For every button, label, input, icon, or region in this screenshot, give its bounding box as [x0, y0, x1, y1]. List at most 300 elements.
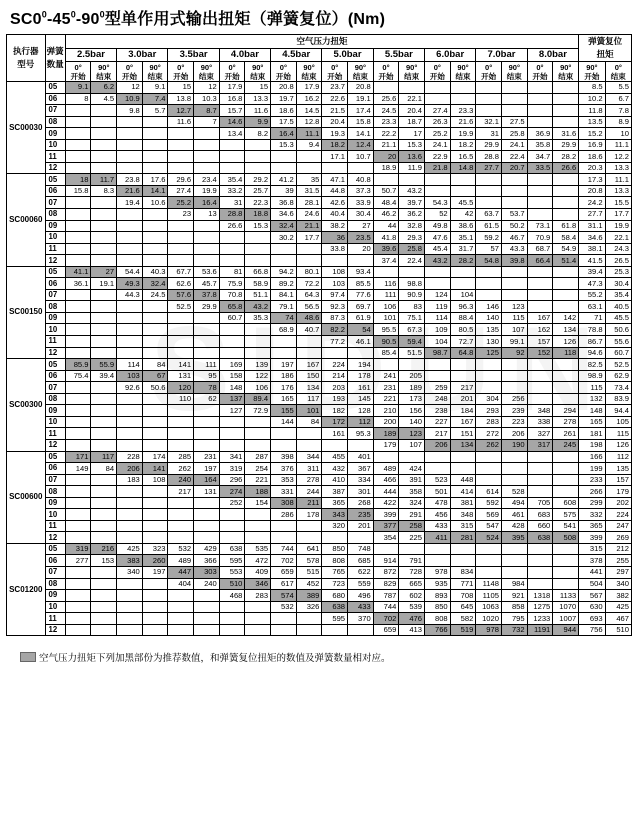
torque-value: 389 [296, 590, 322, 602]
torque-value: 35.3 [245, 312, 271, 324]
empty-cell [194, 243, 220, 255]
torque-value: 702 [373, 613, 399, 625]
empty-cell [194, 509, 220, 521]
torque-value: 728 [399, 566, 425, 578]
torque-value: 47.1 [322, 174, 348, 186]
torque-value: 55.2 [579, 289, 605, 301]
torque-value: 154 [245, 497, 271, 509]
torque-value: 5.7 [142, 105, 168, 117]
torque-value: 152 [527, 347, 553, 359]
torque-value: 96.3 [450, 301, 476, 313]
empty-cell [245, 347, 271, 359]
empty-cell [245, 624, 271, 636]
torque-value: 638 [219, 543, 245, 555]
torque-value: 17.7 [605, 209, 631, 221]
empty-cell [348, 162, 374, 174]
torque-value: 24.5 [373, 105, 399, 117]
torque-value: 338 [527, 416, 553, 428]
empty-cell [168, 243, 194, 255]
empty-cell [194, 128, 220, 140]
torque-value: 206 [117, 463, 143, 475]
empty-cell [476, 197, 502, 209]
empty-cell [142, 439, 168, 451]
empty-cell [194, 324, 220, 336]
torque-value: 39.8 [501, 255, 527, 267]
actuator-model: SC00060 [7, 174, 46, 266]
torque-value: 20.3 [579, 162, 605, 174]
empty-cell [65, 439, 91, 451]
torque-value: 1007 [553, 613, 579, 625]
empty-cell [91, 509, 117, 521]
empty-cell [425, 359, 451, 371]
torque-value: 10 [605, 128, 631, 140]
torque-value: 41.5 [579, 255, 605, 267]
empty-cell [65, 405, 91, 417]
torque-value: 43.3 [501, 243, 527, 255]
torque-value: 358 [399, 486, 425, 498]
torque-value: 528 [501, 486, 527, 498]
table-row [7, 382, 632, 394]
empty-cell [322, 624, 348, 636]
torque-value: 193 [322, 393, 348, 405]
torque-value: 43.2 [245, 301, 271, 313]
empty-cell [194, 232, 220, 244]
torque-value: 27.7 [476, 162, 502, 174]
torque-value: 54.4 [117, 266, 143, 278]
empty-cell [65, 336, 91, 348]
torque-value: 179 [605, 486, 631, 498]
empty-cell [91, 116, 117, 128]
empty-cell [168, 232, 194, 244]
empty-cell [142, 428, 168, 440]
torque-value: 223 [501, 416, 527, 428]
empty-cell [91, 439, 117, 451]
torque-value: 52 [425, 209, 451, 221]
torque-value: 72.2 [296, 278, 322, 290]
empty-cell [65, 139, 91, 151]
torque-value: 13.3 [605, 162, 631, 174]
table-row [7, 301, 632, 313]
torque-value: 64.3 [296, 289, 322, 301]
empty-cell [476, 359, 502, 371]
torque-value: 262 [168, 463, 194, 475]
torque-value: 128 [348, 405, 374, 417]
torque-value: 21.5 [322, 105, 348, 117]
torque-value: 94.2 [271, 266, 297, 278]
empty-cell [501, 105, 527, 117]
torque-value: 659 [373, 624, 399, 636]
empty-cell [527, 463, 553, 475]
empty-cell [142, 601, 168, 613]
torque-value: 92.6 [117, 382, 143, 394]
torque-value: 16.9 [579, 139, 605, 151]
empty-cell [219, 601, 245, 613]
empty-cell [168, 151, 194, 163]
torque-value: 20 [348, 243, 374, 255]
torque-value: 1275 [527, 601, 553, 613]
torque-value: 595 [322, 613, 348, 625]
empty-cell [194, 520, 220, 532]
empty-cell [219, 509, 245, 521]
torque-value: 944 [553, 624, 579, 636]
empty-cell [142, 590, 168, 602]
torque-value: 504 [579, 578, 605, 590]
torque-value: 476 [399, 613, 425, 625]
empty-cell [425, 266, 451, 278]
torque-value: 304 [476, 393, 502, 405]
table-row [7, 232, 632, 244]
torque-value: 63.7 [476, 209, 502, 221]
torque-value: 296 [219, 474, 245, 486]
torque-value: 162 [527, 324, 553, 336]
empty-cell [553, 555, 579, 567]
empty-cell [501, 197, 527, 209]
table-row [7, 243, 632, 255]
empty-cell [65, 232, 91, 244]
torque-value: 327 [527, 428, 553, 440]
torque-value: 77.6 [348, 289, 374, 301]
torque-value: 67.3 [399, 324, 425, 336]
page-title: $SC0^0-45^0-90^0$型单作用式输出扭矩（弹簧复位）(Nm) [10, 9, 386, 28]
torque-value: 112 [605, 451, 631, 463]
empty-cell [399, 82, 425, 94]
empty-cell [194, 590, 220, 602]
torque-value: 164 [194, 474, 220, 486]
empty-cell [65, 624, 91, 636]
torque-value: 575 [553, 509, 579, 521]
table-header [7, 35, 632, 82]
torque-value: 850 [322, 543, 348, 555]
torque-value: 332 [579, 509, 605, 521]
torque-value: 115 [579, 382, 605, 394]
empty-cell [142, 116, 168, 128]
empty-cell [117, 151, 143, 163]
empty-cell [117, 497, 143, 509]
torque-value: 441 [579, 566, 605, 578]
empty-cell [501, 543, 527, 555]
empty-cell [219, 232, 245, 244]
empty-cell [527, 393, 553, 405]
torque-value: 291 [399, 509, 425, 521]
pressure-header: 3.0bar [117, 48, 168, 62]
torque-value: 569 [476, 509, 502, 521]
empty-cell [168, 439, 194, 451]
torque-value: 429 [194, 543, 220, 555]
torque-value: 23.4 [194, 174, 220, 186]
end-90deg-header: 90° 结束 [450, 62, 476, 82]
empty-cell [245, 416, 271, 428]
torque-value: 244 [296, 486, 322, 498]
torque-value: 532 [168, 543, 194, 555]
torque-value: 59.2 [476, 232, 502, 244]
torque-value: 8 [65, 93, 91, 105]
torque-value: 75.1 [399, 312, 425, 324]
torque-value: 120 [168, 382, 194, 394]
torque-value: 285 [168, 451, 194, 463]
torque-value: 212 [605, 543, 631, 555]
empty-cell [553, 578, 579, 590]
empty-cell [65, 128, 91, 140]
empty-cell [219, 624, 245, 636]
empty-cell [117, 613, 143, 625]
empty-cell [553, 185, 579, 197]
torque-value: 54.8 [476, 255, 502, 267]
torque-value: 20.7 [501, 162, 527, 174]
empty-cell [553, 543, 579, 555]
empty-cell [117, 209, 143, 221]
spring-count: 06 [45, 278, 65, 290]
torque-value: 109 [425, 324, 451, 336]
empty-cell [65, 474, 91, 486]
empty-cell [91, 601, 117, 613]
torque-value: 201 [348, 520, 374, 532]
torque-value: 515 [296, 566, 322, 578]
spring-count: 08 [45, 578, 65, 590]
torque-value: 181 [579, 428, 605, 440]
empty-cell [91, 613, 117, 625]
torque-value: 178 [348, 370, 374, 382]
empty-cell [476, 474, 502, 486]
empty-cell [65, 520, 91, 532]
torque-value: 532 [271, 601, 297, 613]
torque-value: 547 [476, 520, 502, 532]
torque-value: 48.4 [373, 197, 399, 209]
empty-cell [501, 93, 527, 105]
torque-value: 387 [322, 486, 348, 498]
torque-value: 50.6 [605, 324, 631, 336]
torque-value: 935 [425, 578, 451, 590]
empty-cell [399, 266, 425, 278]
empty-cell [527, 93, 553, 105]
empty-cell [142, 347, 168, 359]
empty-cell [142, 324, 168, 336]
empty-cell [476, 289, 502, 301]
spring-count: 11 [45, 428, 65, 440]
torque-value: 217 [425, 428, 451, 440]
torque-value: 376 [271, 463, 297, 475]
empty-cell [245, 613, 271, 625]
torque-value: 10.9 [117, 93, 143, 105]
empty-cell [296, 613, 322, 625]
empty-cell [501, 382, 527, 394]
torque-value: 26.3 [425, 116, 451, 128]
torque-value: 131 [168, 370, 194, 382]
torque-value: 22.3 [245, 197, 271, 209]
torque-value: 331 [271, 486, 297, 498]
empty-cell [194, 220, 220, 232]
torque-value: 217 [450, 382, 476, 394]
torque-value: 47.3 [579, 278, 605, 290]
empty-cell [296, 151, 322, 163]
torque-value: 808 [322, 555, 348, 567]
torque-value: 26.6 [219, 220, 245, 232]
pressure-header: 4.0bar [219, 48, 270, 62]
empty-cell [194, 405, 220, 417]
torque-value: 41.1 [65, 266, 91, 278]
torque-value: 39 [271, 185, 297, 197]
torque-value: 114 [425, 312, 451, 324]
empty-cell [553, 289, 579, 301]
empty-cell [399, 451, 425, 463]
empty-cell [65, 497, 91, 509]
torque-value: 60.7 [219, 312, 245, 324]
actuator-model: SC00300 [7, 359, 46, 451]
torque-value: 23 [168, 209, 194, 221]
empty-cell [527, 116, 553, 128]
empty-cell [117, 255, 143, 267]
empty-cell [553, 116, 579, 128]
empty-cell [168, 220, 194, 232]
torque-value: 24.5 [142, 289, 168, 301]
torque-value: 348 [527, 405, 553, 417]
torque-value: 111 [194, 359, 220, 371]
empty-cell [553, 382, 579, 394]
torque-value: 489 [373, 463, 399, 475]
spring-count: 10 [45, 324, 65, 336]
empty-cell [296, 243, 322, 255]
torque-value: 18.2 [322, 139, 348, 151]
empty-cell [373, 82, 399, 94]
empty-cell [450, 451, 476, 463]
torque-value: 399 [579, 532, 605, 544]
torque-value: 617 [271, 578, 297, 590]
torque-value: 61.8 [553, 220, 579, 232]
torque-value: 17.4 [348, 105, 374, 117]
empty-cell [476, 451, 502, 463]
empty-cell [527, 578, 553, 590]
torque-value: 36.9 [527, 128, 553, 140]
torque-value: 38.6 [450, 220, 476, 232]
empty-cell [168, 497, 194, 509]
empty-cell [527, 566, 553, 578]
empty-cell [501, 555, 527, 567]
torque-value: 293 [476, 405, 502, 417]
torque-value: 211 [296, 497, 322, 509]
empty-cell [245, 324, 271, 336]
empty-cell [117, 405, 143, 417]
empty-cell [476, 185, 502, 197]
torque-value: 40.7 [296, 324, 322, 336]
torque-value: 140 [399, 416, 425, 428]
torque-value: 24.1 [425, 139, 451, 151]
table-row [7, 393, 632, 405]
torque-value: 139 [245, 359, 271, 371]
torque-value: 478 [425, 497, 451, 509]
torque-value: 197 [194, 463, 220, 475]
torque-value: 14.1 [142, 185, 168, 197]
torque-value: 32.4 [142, 278, 168, 290]
empty-cell [527, 209, 553, 221]
empty-cell [117, 624, 143, 636]
start-0deg-header: 0° 开始 [476, 62, 502, 82]
torque-value: 978 [425, 566, 451, 578]
empty-cell [91, 289, 117, 301]
table-row [7, 370, 632, 382]
torque-value: 49.8 [425, 220, 451, 232]
table-row [7, 197, 632, 209]
torque-value: 685 [348, 555, 374, 567]
empty-cell [296, 255, 322, 267]
torque-value: 343 [322, 509, 348, 521]
torque-value: 21.1 [296, 220, 322, 232]
torque-value: 324 [399, 497, 425, 509]
torque-value: 27.7 [579, 209, 605, 221]
torque-value: 413 [399, 624, 425, 636]
torque-value: 117 [91, 451, 117, 463]
torque-value: 348 [450, 509, 476, 521]
torque-value: 55.6 [605, 336, 631, 348]
empty-cell [219, 428, 245, 440]
empty-cell [271, 439, 297, 451]
torque-value: 256 [501, 393, 527, 405]
torque-value: 16.5 [450, 151, 476, 163]
torque-value: 84.1 [271, 289, 297, 301]
empty-cell [527, 486, 553, 498]
end-90deg-header: 90° 结束 [91, 62, 117, 82]
torque-value: 40.5 [605, 301, 631, 313]
torque-value: 323 [142, 543, 168, 555]
empty-cell [501, 463, 527, 475]
spring-count: 12 [45, 532, 65, 544]
torque-value: 98.7 [425, 347, 451, 359]
torque-value: 283 [476, 416, 502, 428]
torque-value: 340 [117, 566, 143, 578]
empty-cell [553, 105, 579, 117]
spring-count: 11 [45, 243, 65, 255]
spring-return-header: 弹簧复位 扭矩 [579, 35, 632, 62]
table-row [7, 405, 632, 417]
torque-value: 35.1 [450, 232, 476, 244]
torque-value: 638 [322, 601, 348, 613]
empty-cell [219, 613, 245, 625]
torque-value: 7.4 [142, 93, 168, 105]
torque-value: 702 [271, 555, 297, 567]
empty-cell [373, 359, 399, 371]
torque-value: 205 [399, 370, 425, 382]
empty-cell [168, 613, 194, 625]
torque-value: 74 [271, 312, 297, 324]
torque-value: 1133 [553, 590, 579, 602]
torque-value: 723 [322, 578, 348, 590]
torque-value: 148 [579, 405, 605, 417]
torque-value: 62.9 [605, 370, 631, 382]
empty-cell [219, 520, 245, 532]
end-90deg-header: 90° 结束 [142, 62, 168, 82]
spring-count: 07 [45, 105, 65, 117]
torque-value: 21.1 [373, 139, 399, 151]
torque-value: 11.8 [579, 105, 605, 117]
torque-table [6, 34, 632, 636]
torque-value: 286 [271, 509, 297, 521]
torque-value: 161 [322, 428, 348, 440]
torque-value: 10.2 [579, 93, 605, 105]
torque-value: 157 [605, 474, 631, 486]
empty-cell [501, 566, 527, 578]
empty-cell [425, 370, 451, 382]
end-90deg-header: 90° 结束 [348, 62, 374, 82]
torque-value: 20.8 [579, 185, 605, 197]
empty-cell [168, 590, 194, 602]
torque-value: 116 [373, 278, 399, 290]
torque-value: 467 [605, 613, 631, 625]
torque-value: 317 [527, 439, 553, 451]
torque-value: 24.2 [579, 197, 605, 209]
torque-value: 68.7 [527, 243, 553, 255]
torque-value: 12 [117, 82, 143, 94]
torque-value: 45.5 [450, 197, 476, 209]
empty-cell [501, 174, 527, 186]
empty-cell [194, 255, 220, 267]
